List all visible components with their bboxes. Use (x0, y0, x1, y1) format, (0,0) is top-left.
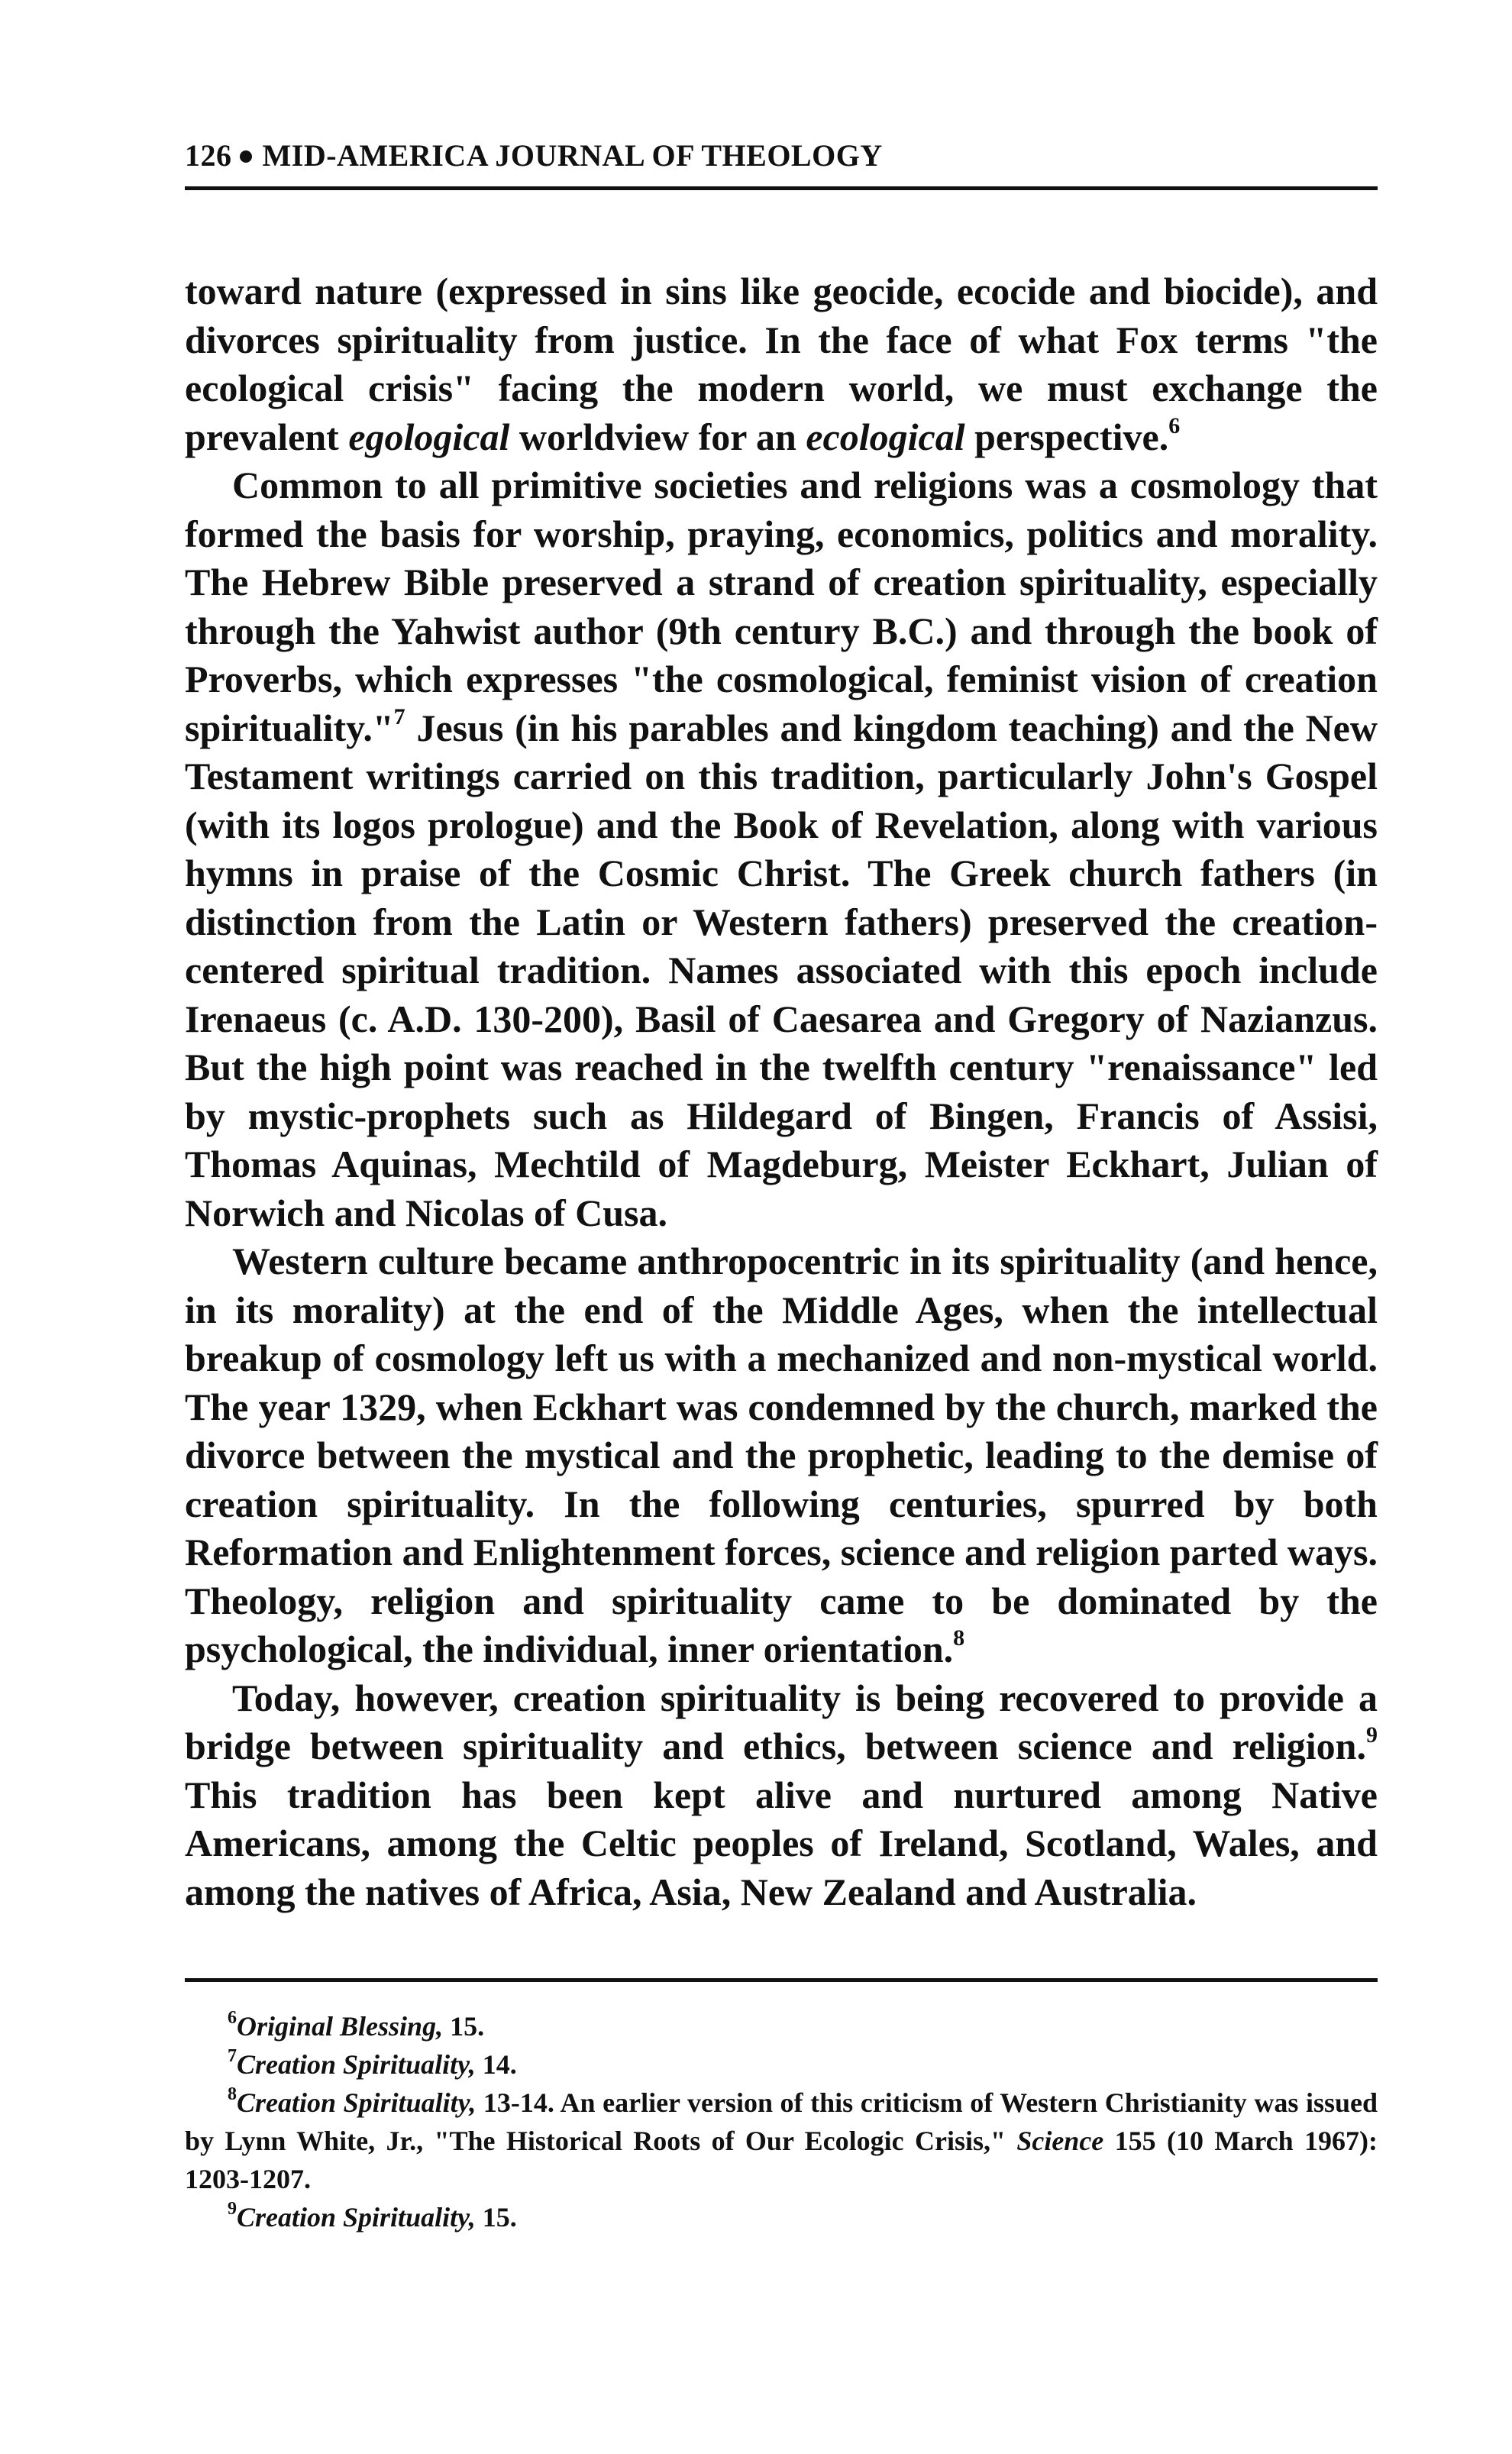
footnote-6-title: Original Blessing, (237, 2011, 444, 2042)
footnote-9-text: 15. (475, 2202, 517, 2233)
paragraph-3 (185, 1237, 1378, 1674)
footnote-8-text: 13-14. An earlier version of this criticism of Western Christianity was issued by Lynn White, Jr., "The Historical Roots of Our Ecologic Crisis," (185, 2087, 1378, 2156)
footnote-6-text: 15. (443, 2011, 485, 2042)
footnote-9-number: 9 (228, 2199, 237, 2219)
paragraph-4-text-1: Today, however, creation spirituality is being recovered to provide a bridge between spirituality and ethics, between science and religion. (185, 1676, 1378, 1767)
header-rule (185, 186, 1378, 190)
footnote-6-number: 6 (228, 2008, 237, 2028)
paragraph-2-text-1: Common to all primitive societies and religions was a cosmology that formed the basis for worship, praying, economics, politics and morality. The Hebrew Bible preserved a strand of creation spirituality, especially through the Yahwist author (9th century B.C.) and through the book of Proverbs, which expresses "the cosmological, feminist vision of creation spirituality." (185, 464, 1378, 749)
footnote-ref-9[interactable]: 9 (1366, 1722, 1378, 1748)
footnote-rule (185, 1978, 1378, 1982)
paragraph-4 (185, 1674, 1378, 1917)
paragraph-2 (185, 461, 1378, 1237)
page-number: 126 (185, 138, 232, 173)
footnote-ref-7[interactable]: 7 (393, 703, 405, 729)
bullet-icon (240, 150, 252, 163)
footnote-9-title: Creation Spirituality, (237, 2202, 476, 2233)
paragraph-3-text-1: Western culture became anthropocentric in its spirituality (and hence, in its morality) at the end of the Middle Ages, when the intellectual breakup of cosmology left us with a mechanized and non-mystical world. The year 1329, when Eckhart was condemned by the church, marked the divorce between the mystical and the prophetic, leading to the demise of creation spirituality. In the following centuries, spurred by both Reformation and Enlightenment forces, science and religion parted ways. Theology, religion and spirituality came to be dominated by the psychological, the individual, inner orientation. (185, 1240, 1378, 1670)
footnote-ref-6[interactable]: 6 (1168, 412, 1181, 438)
footnote-ref-8[interactable]: 8 (953, 1625, 965, 1651)
footnote-8-title: Creation Spirituality, (237, 2087, 477, 2118)
paragraph-4-text-2: This tradition has been kept alive and nurtured among Native Americans, among the Celtic peoples of Ireland, Scotland, Wales, and among the natives of Africa, Asia, New Zealand and Australia. (185, 1773, 1378, 1913)
footnote-9 (185, 2198, 1378, 2236)
footnote-8-citation: 155 (10 March 1967): 1203-1207. (185, 2126, 1378, 2194)
footnote-7 (185, 2045, 1378, 2084)
footnote-6 (185, 2007, 1378, 2045)
footnotes (185, 2007, 1378, 2236)
paragraph-1-text-2: worldview for an (509, 415, 806, 458)
footnote-7-text: 14. (475, 2049, 517, 2080)
paragraph-1-text-1: toward nature (expressed in sins like geocide, ecocide and biocide), and divorces spirituality from justice. In the face of what Fox terms "the ecological crisis" facing the modern world, we must exchange the prevalent (185, 270, 1378, 458)
paragraph-2-text-2: Jesus (in his parables and kingdom teaching) and the New Testament writings carried on this tradition, particularly John's Gospel (with its logos prologue) and the Book of Revelation, along with various hymns in praise of the Cosmic Christ. The Greek church fathers (in distinction from the Latin or Western fathers) preserved the creation-centered spiritual tradition. Names associated with this epoch include Irenaeus (c. A.D. 130-200), Basil of Caesarea and Gregory of Nazianzus. But the high point was reached in the twelfth century "renaissance" led by mystic-prophets such as Hildegard of Bingen, Francis of Assisi, Thomas Aquinas, Mechtild of Magdeburg, Meister Eckhart, Julian of Norwich and Nicolas of Cusa. (185, 706, 1378, 1234)
footnote-7-number: 7 (228, 2046, 237, 2066)
running-head (185, 137, 1376, 173)
paragraph-1-emphasis-2: ecological (806, 415, 965, 458)
footnote-8 (185, 2084, 1378, 2198)
paragraph-1-emphasis-1: egological (348, 415, 510, 458)
body-text (185, 267, 1378, 1916)
footnote-8-number: 8 (228, 2084, 237, 2104)
paragraph-1 (185, 267, 1378, 461)
paragraph-1-text-3: perspective. (964, 415, 1169, 458)
footnote-7-title: Creation Spirituality, (237, 2049, 476, 2080)
footnote-8-journal-title: Science (1016, 2126, 1104, 2156)
journal-title: MID-AMERICA JOURNAL OF THEOLOGY (262, 138, 883, 173)
